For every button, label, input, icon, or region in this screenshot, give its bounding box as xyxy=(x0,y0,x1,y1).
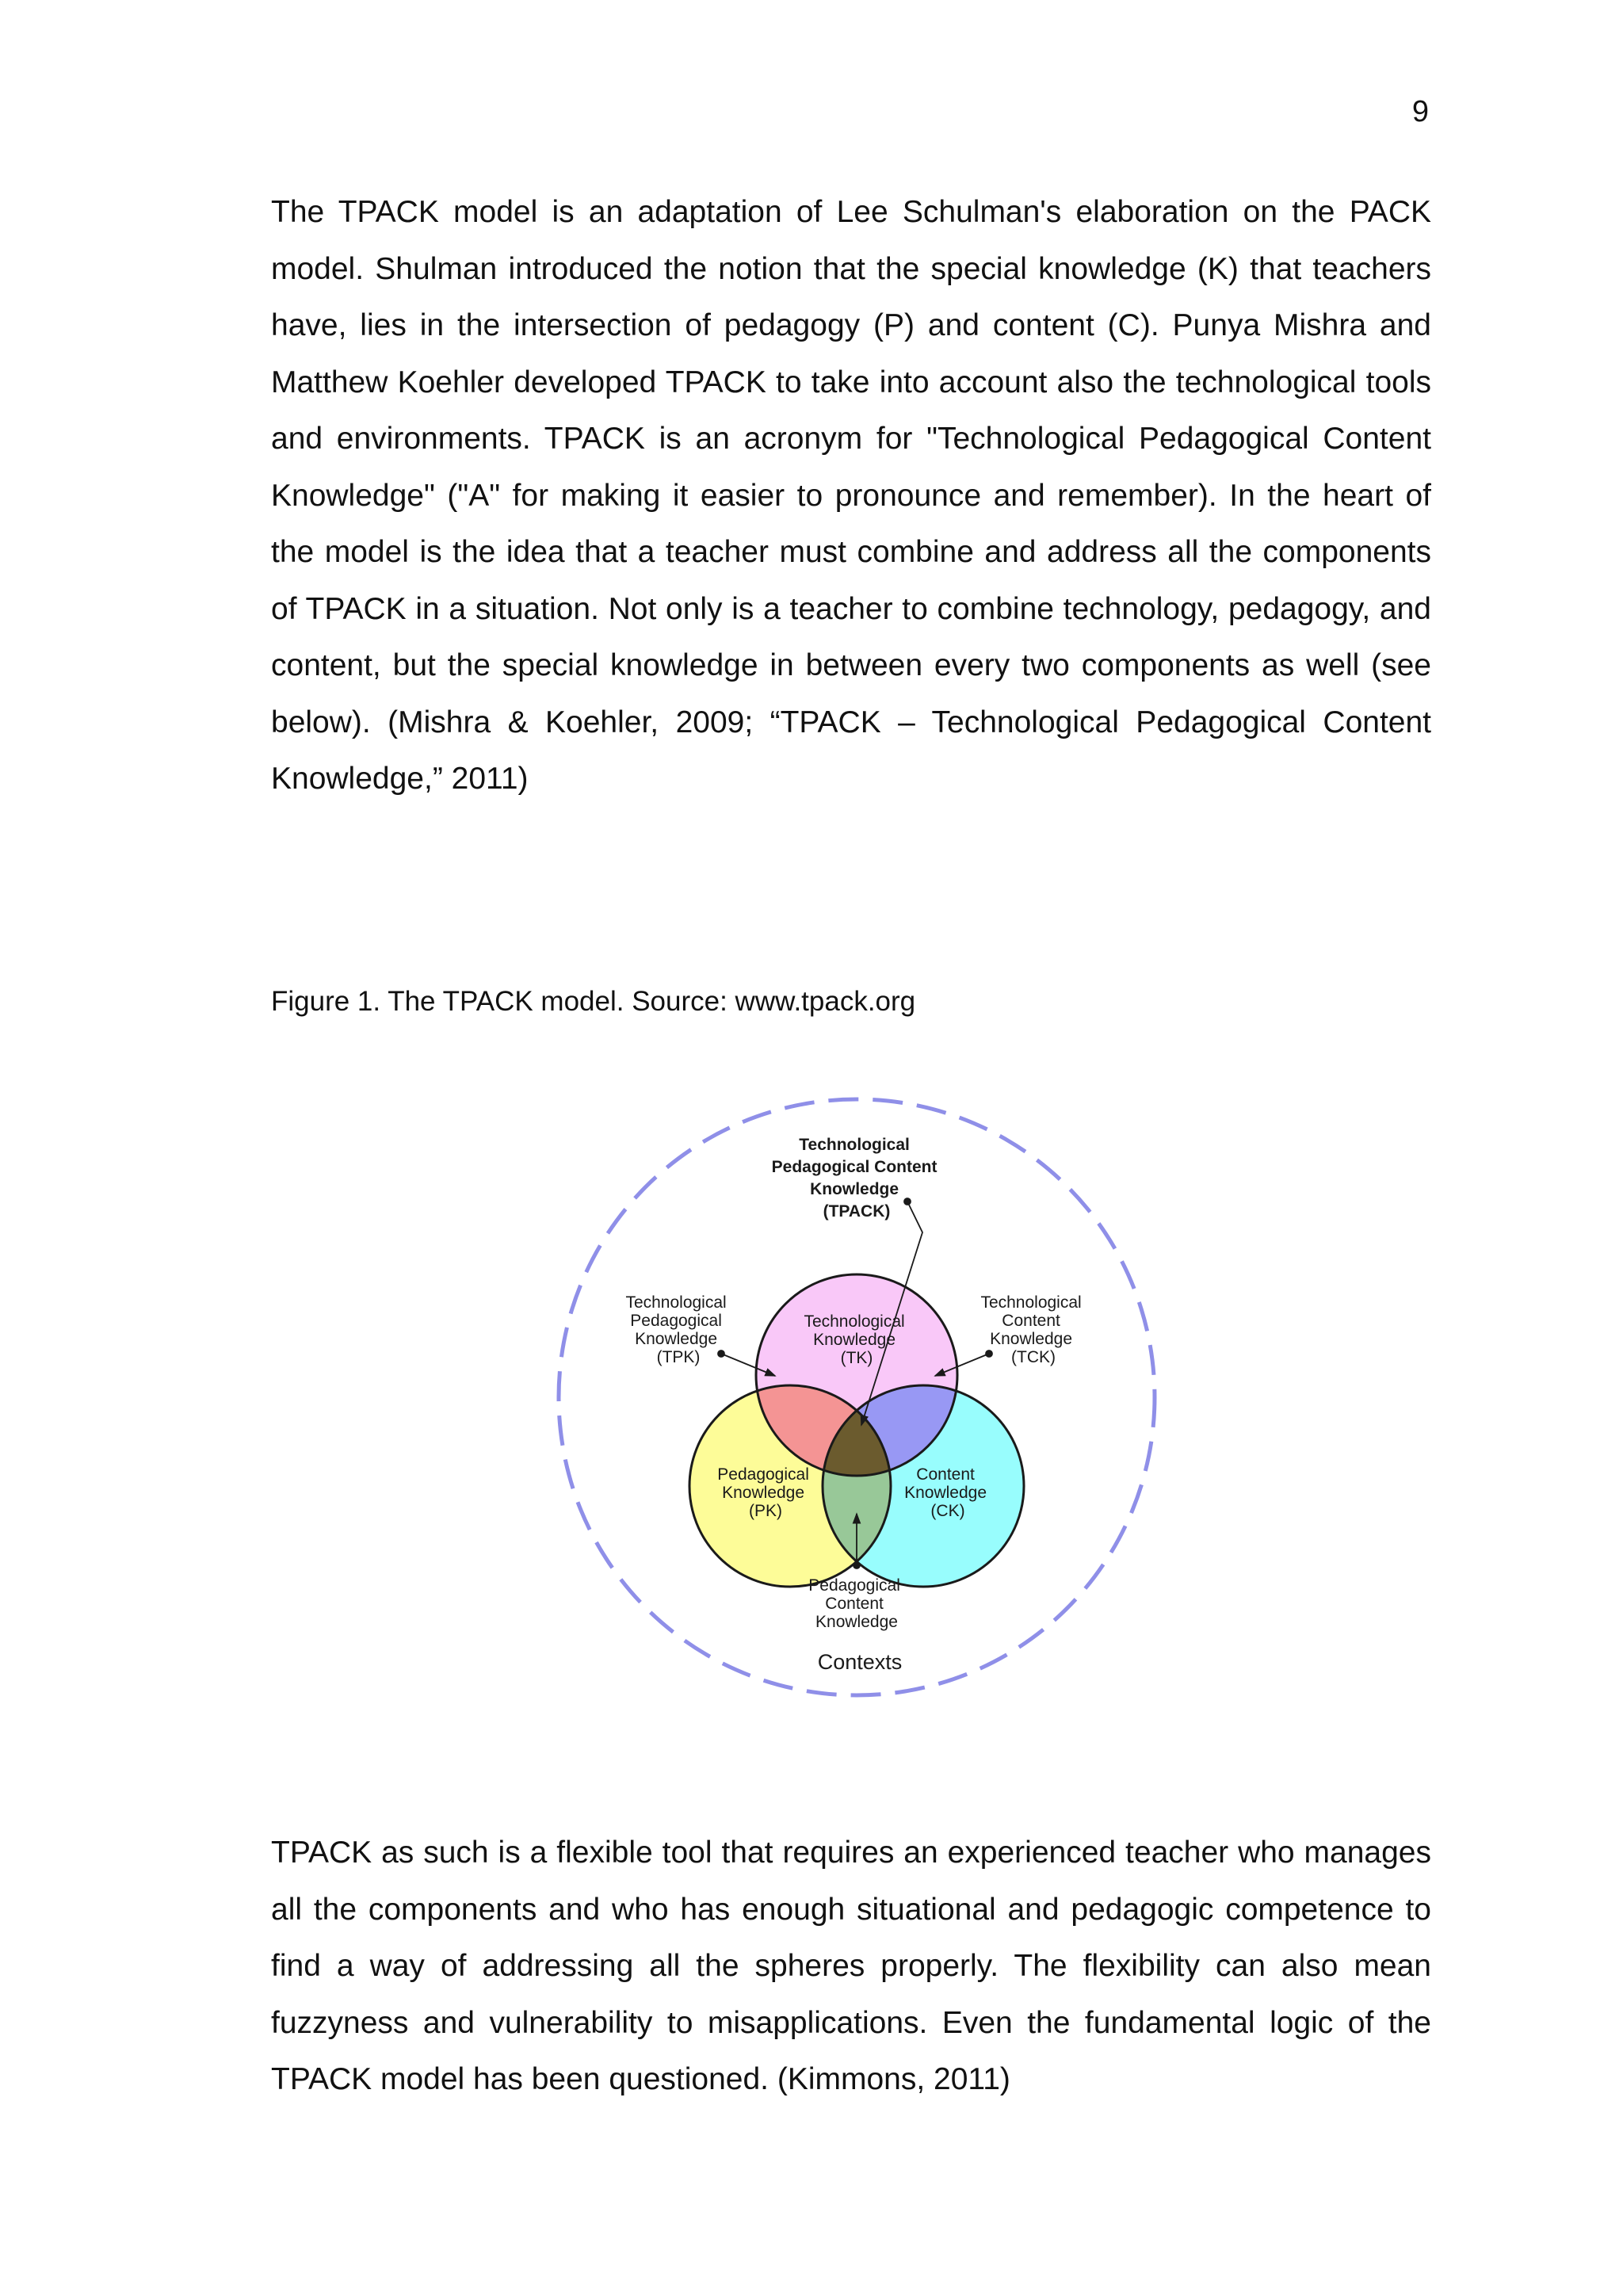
pck-label: Pedagogical Content Knowledge xyxy=(808,1576,900,1631)
contexts-label: Contexts xyxy=(817,1650,903,1674)
ck-label: Content Knowledge (CK) xyxy=(904,1465,987,1520)
page-number: 9 xyxy=(1411,95,1429,128)
tpack-diagram xyxy=(539,1086,1173,1704)
figure-caption: Figure 1. The TPACK model. Source: www.tpack.org xyxy=(271,986,916,1017)
tpack-label: Technological Pedagogical Content Knowledge (TPACK) xyxy=(771,1136,938,1221)
tpk-label: Technological Pedagogical Knowledge (TPK) xyxy=(625,1293,727,1366)
tck-label: Technological Content Knowledge (TCK) xyxy=(980,1293,1082,1366)
body-paragraph-conclusion: TPACK as such is a flexible tool that requires an experienced teacher who manages all the components and who has enough situational and pedagogic competence to find a way of addressing all the spheres properly. The flexibility can also mean fuzzyness and vulnerability to misapplications. Even the fundamental logic of the TPACK model has been questioned. (Kimmons, 2011) xyxy=(271,1836,1431,2096)
body-paragraph-intro: The TPACK model is an adaptation of Lee Schulman's elaboration on the PACK model. Shulman introduced the notion that the special knowledge (K) that teachers have, lies in the intersection of pedagogy (P) and content (C). Punya Mishra and Matthew Koehler developed TPACK to take into account also the technological tools and environments. TPACK is an acronym for "Technological Pedagogical Content Knowledge" ("A" for making it easier to pronounce and remember). In the heart of the model is the idea that a teacher must combine and address all the components of TPACK in a situation. Not only is a teacher to combine technology, pedagogy, and content, but the special knowledge in between every two components as well (see below). (Mishra & Koehler, 2009; “TPACK – Technological Pedagogical Content Knowledge,” 2011) xyxy=(271,195,1431,796)
tk-label: Technological Knowledge (TK) xyxy=(804,1312,905,1367)
pk-label: Pedagogical Knowledge (PK) xyxy=(717,1465,809,1520)
